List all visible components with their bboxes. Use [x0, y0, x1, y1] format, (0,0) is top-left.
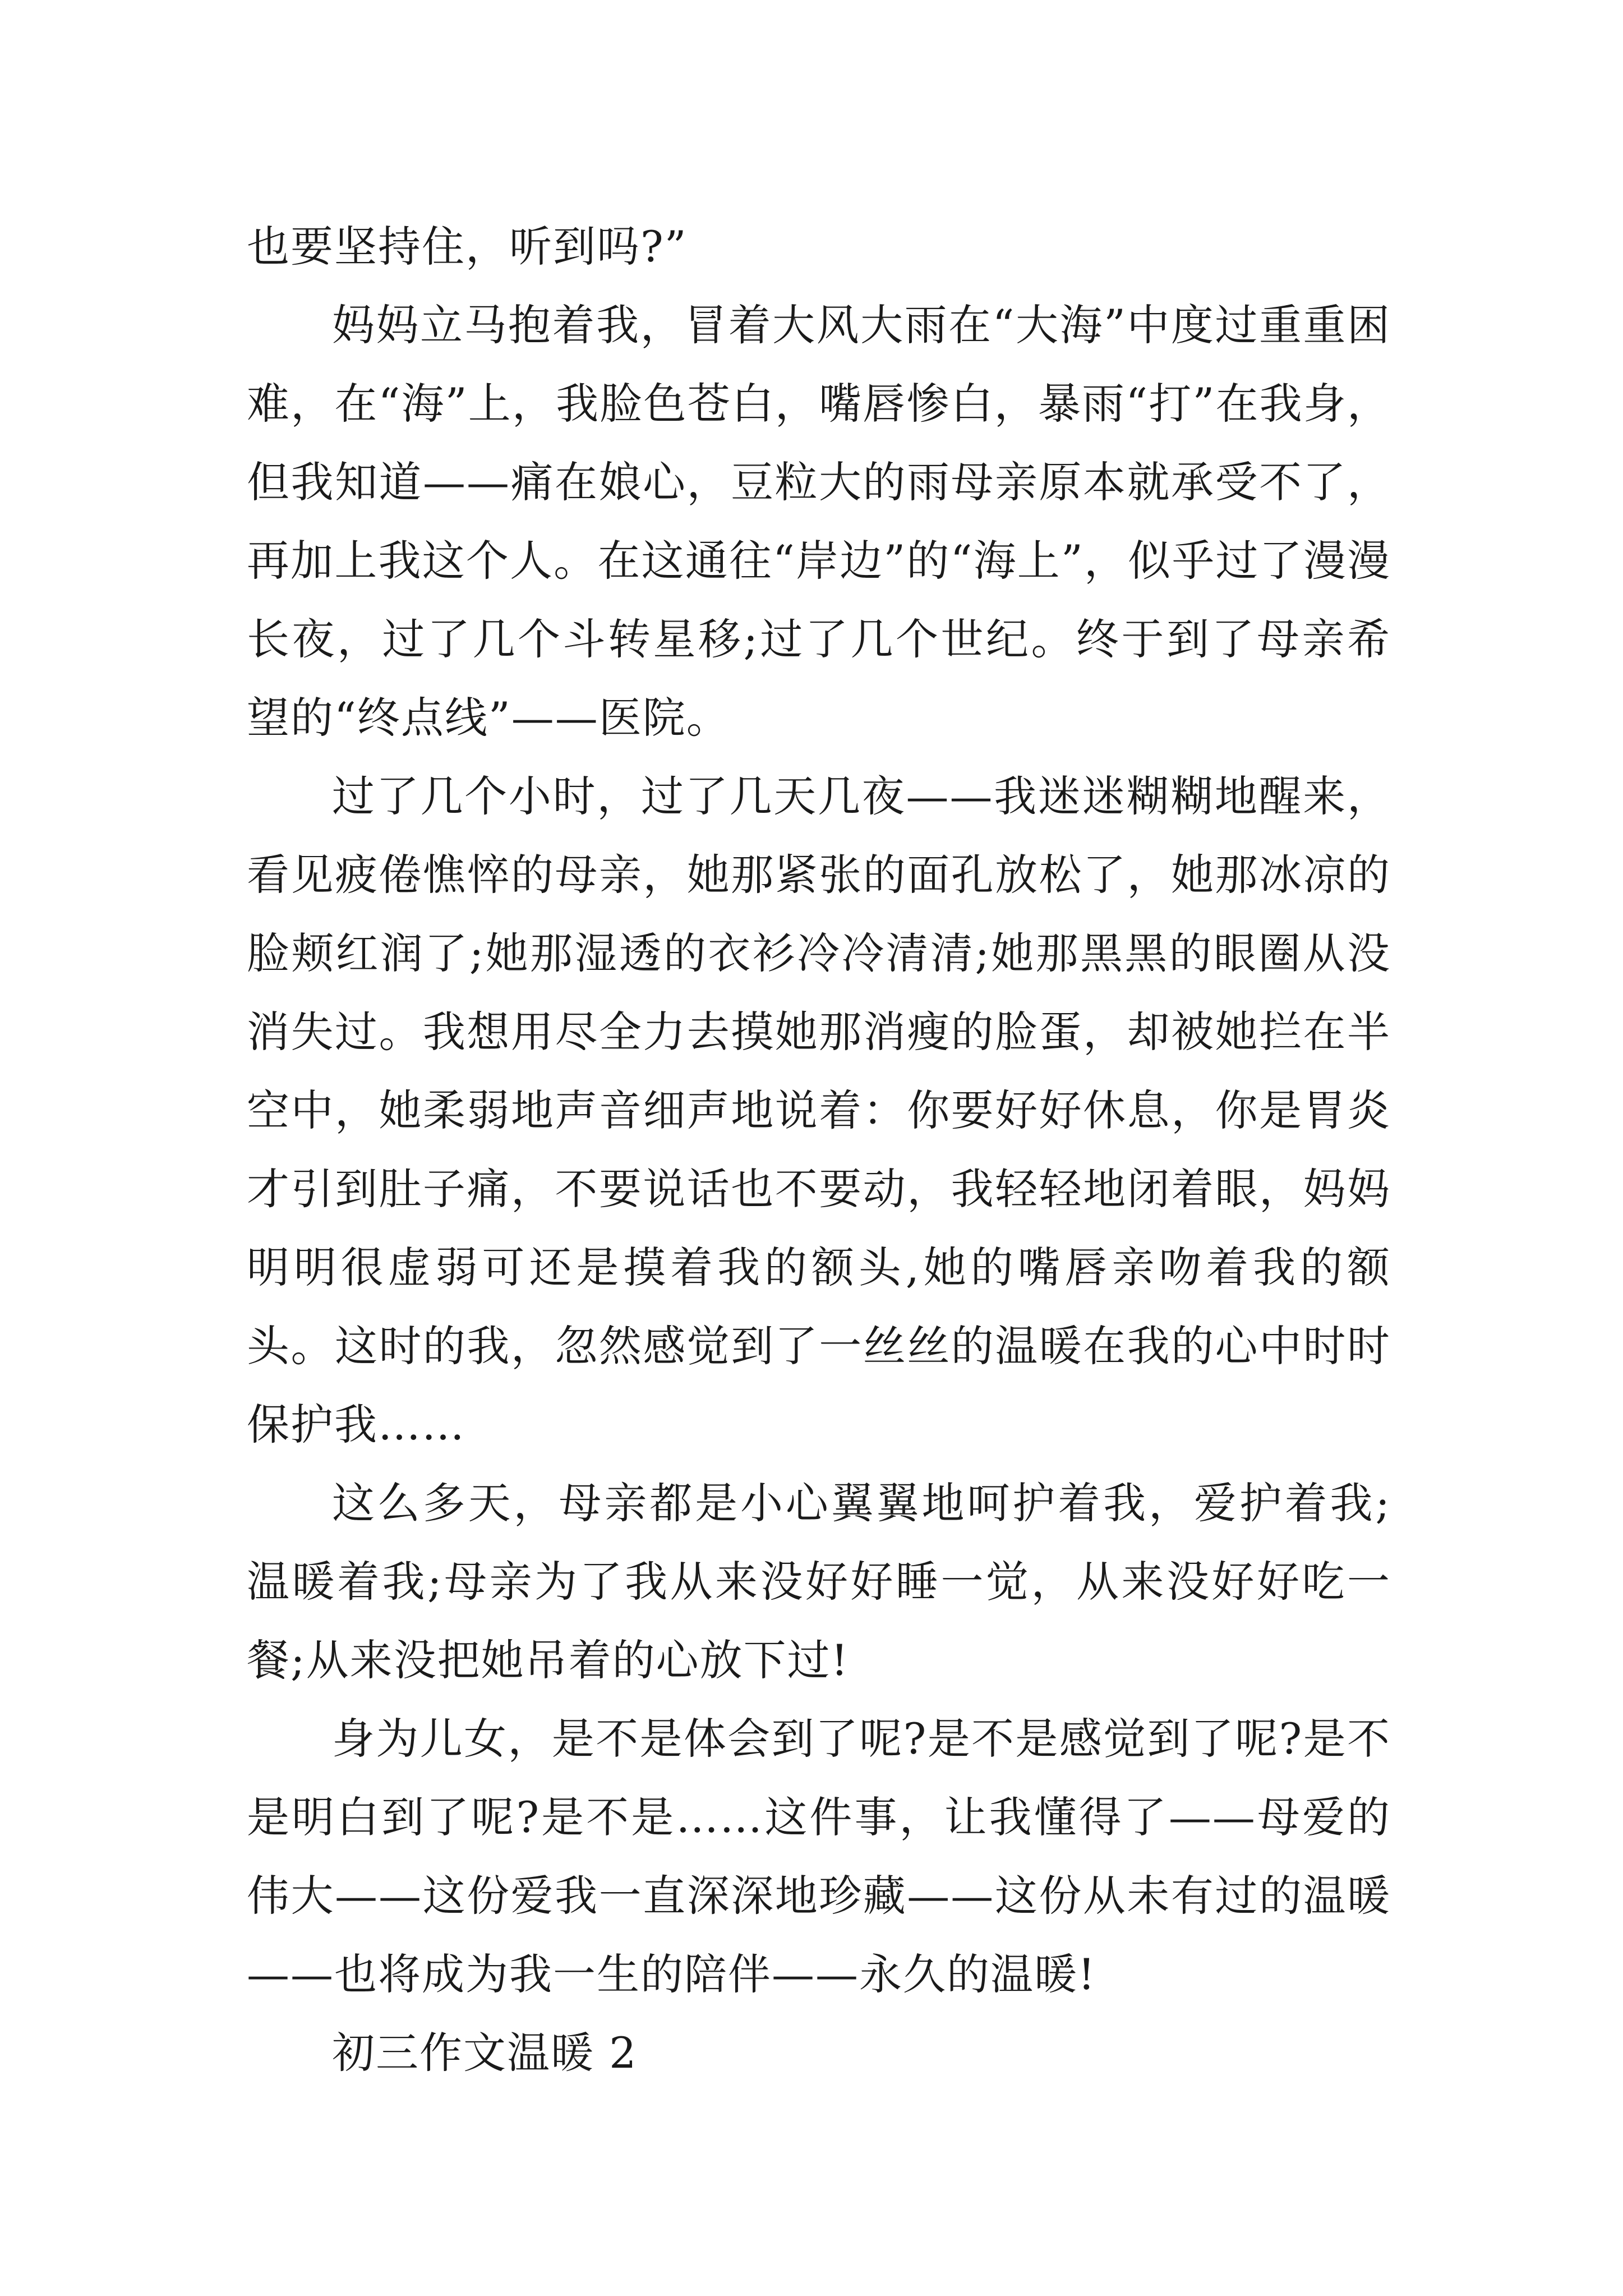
- paragraph-4: 这么多天，母亲都是小心翼翼地呵护着我，爱护着我;温暖着我;母亲为了我从来没好好睡一觉，从来没好好吃一餐;从来没把她吊着的心放下过!: [247, 1478, 1391, 1685]
- paragraph-2: 妈妈立马抱着我，冒着大风大雨在“大海”中度过重重困难，在“海”上，我脸色苍白，嘴唇惨白，暴雨“打”在我身，但我知道——痛在娘心，豆粒大的雨母亲原本就承受不了，再加上我这个人。在这通往“岸边”的“海上”，似乎过了漫漫长夜，过了几个斗转星移;过了几个世纪。终于到了母亲希望的“终点线”——医院。: [247, 300, 1391, 743]
- article-body: [247, 208, 1391, 2092]
- paragraph-3: 过了几个小时，过了几天几夜——我迷迷糊糊地醒来，看见疲倦憔悴的母亲，她那紧张的面孔放松了，她那冰凉的脸颊红润了;她那湿透的衣衫冷冷清清;她那黑黑的眼圈从没消失过。我想用尽全力去摸她那消瘦的脸蛋，却被她拦在半空中，她柔弱地声音细声地说着：你要好好休息，你是胃炎才引到肚子痛，不要说话也不要动，我轻轻地闭着眼，妈妈明明很虚弱可还是摸着我的额头,她的嘴唇亲吻着我的额头。这时的我，忽然感觉到了一丝丝的温暖在我的心中时时保护我……: [247, 771, 1391, 1450]
- paragraph-5: 身为儿女，是不是体会到了呢?是不是感觉到了呢?是不是明白到了呢?是不是……这件事，让我懂得了——母爱的伟大——这份爱我一直深深地珍藏——这份从未有过的温暖——也将成为我一生的陪伴——永久的温暖!: [247, 1714, 1391, 1999]
- section-heading: 初三作文温暖 2: [332, 2028, 638, 2078]
- paragraph-1: 也要坚持住，听到吗?”: [247, 222, 688, 272]
